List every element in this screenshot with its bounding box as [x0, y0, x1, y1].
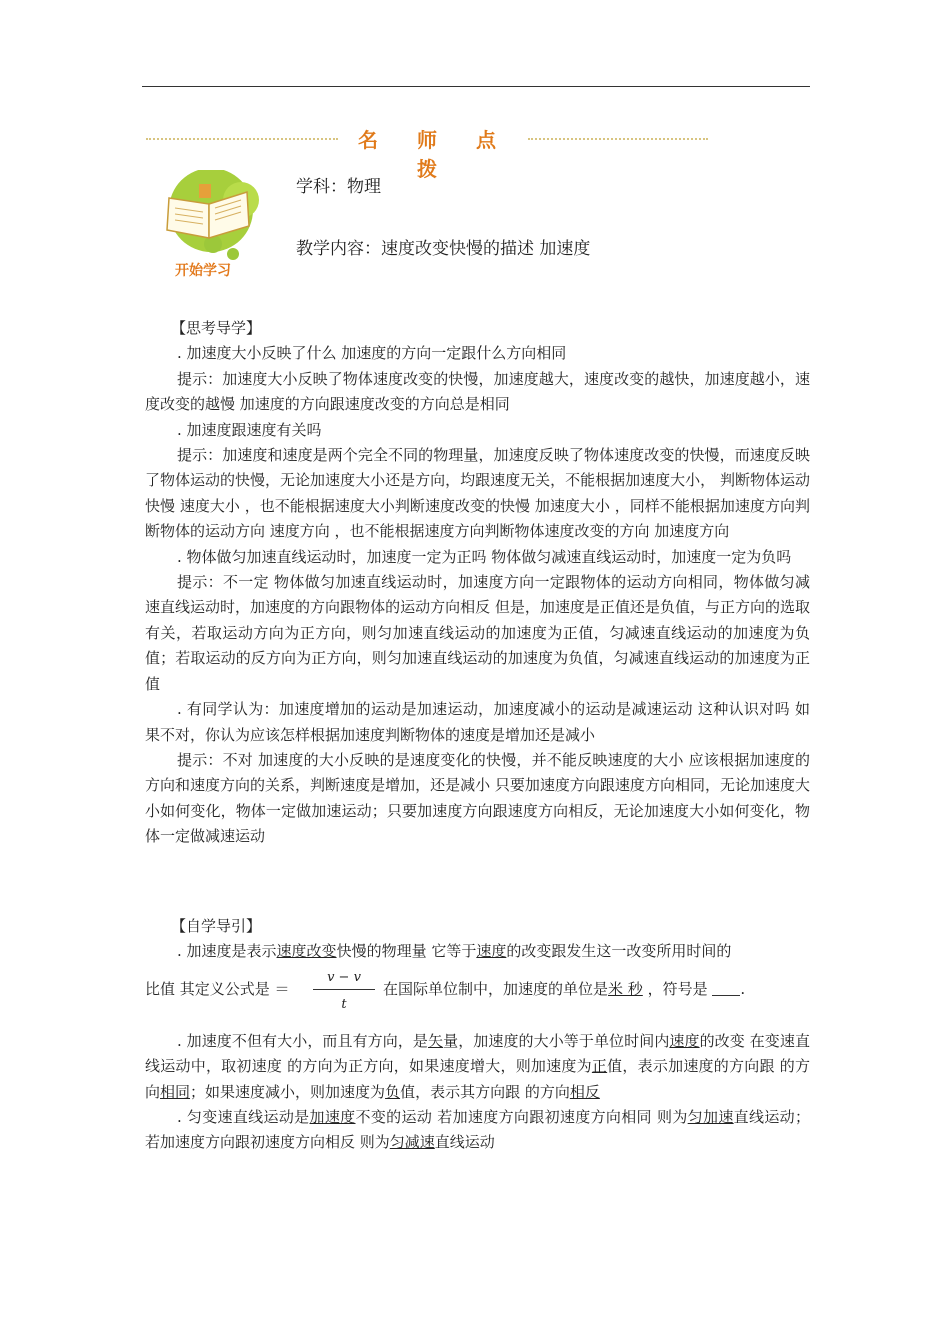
section1-heading: 【思考导学】 — [171, 319, 262, 337]
item-2-text: 的改变 在变速直线运动中，取初速度 的方向为正方向，如果速度增大，则加速度为 — [145, 1031, 810, 1076]
banner-dots-left — [146, 138, 338, 140]
formula-left: 比值 其定义公式是 ＝ — [145, 979, 290, 998]
answer-blank: 相同 — [160, 1082, 191, 1101]
item-3-text: 直线运动；若加速度方向跟初速度方向相反 则为 — [145, 1108, 810, 1152]
answer-blank: 速度 — [669, 1031, 700, 1050]
unit-answer: 米 秒 — [608, 979, 643, 998]
item-2-text: 量，加速度的大小等于单位时间内 — [443, 1031, 670, 1050]
answer-blank: 匀加速 — [687, 1108, 734, 1127]
item-2-text: . 加速度不但有大小，而且有方向，是 — [177, 1031, 429, 1050]
item-1-text: 的改变跟发生这一改变所用时间的 — [506, 942, 732, 961]
item-3-text: . 匀变速直线运动是 — [177, 1108, 310, 1127]
book-icon — [163, 170, 259, 262]
formula-row — [145, 965, 810, 1015]
question-4: . 有同学认为：加速度增加的运动是加速运动，加速度减小的运动是减速运动 这种认识对吗 如果不对，你认为应该怎样根据加速度判断物体的速度是增加还是减小 — [145, 700, 810, 744]
banner-title: 名 师 点 拨 — [358, 128, 512, 181]
item-2 — [145, 1029, 810, 1105]
section2-heading: 【自学导引】 — [171, 917, 262, 935]
logo-label: 开始学习 — [175, 263, 231, 279]
acceleration-fraction — [313, 965, 375, 1017]
banner-dots-right — [528, 138, 708, 140]
answer-blank: 负 — [385, 1082, 401, 1101]
fraction-numerator: v − v — [327, 969, 361, 985]
answer-3: 提示：不一定 物体做匀加速直线运动时，加速度方向一定跟物体的运动方向相同，物体做匀减速直线运动时，加速度的方向跟物体的运动方向相反 但是，加速度是正值还是负值，与正方向的选取有关，若取运动方向为正方向，则匀加速直线运动的加速度为正值，匀减速直线运动的加速度为负值；若取运动的反方向为正方向，则匀加速直线运动的加速度为负值，匀减速直线运动的加速度为正值 — [145, 573, 810, 693]
answer-1: 提示：加速度大小反映了物体速度改变的快慢，加速度越大，速度改变的越快，加速度越小，速度改变的越慢 加速度的方向跟速度改变的方向总是相同 — [145, 369, 810, 414]
question-1: . 加速度大小反映了什么 加速度的方向一定跟什么方向相同 — [177, 344, 567, 363]
question-3: . 物体做匀加速直线运动时，加速度一定为正吗 物体做匀减速直线运动时，加速度一定为负吗 — [177, 547, 792, 566]
section-thinking — [145, 316, 810, 850]
logo — [163, 170, 259, 284]
item-1-text: 快慢的物理量 它等于 — [336, 942, 477, 961]
question-2: . 加速度跟速度有关吗 — [177, 420, 322, 439]
answer-blank: 速度 — [476, 942, 507, 961]
fraction-bar — [313, 989, 375, 990]
item-3-text: 不变的运动 若加速度方向跟初速度方向相同 则为 — [355, 1108, 688, 1127]
item-3 — [145, 1105, 810, 1156]
subject-line: 学科：物理 — [296, 177, 381, 197]
section-selfstudy — [145, 914, 810, 1156]
banner — [142, 124, 810, 181]
answer-blank: 矢 — [428, 1031, 444, 1050]
formula-right — [383, 977, 745, 1002]
symbol-blank — [712, 981, 740, 996]
item-2-text: ；如果速度减小，则加速度为 — [190, 1082, 386, 1101]
item-2-text: 值，表示加速度的方向跟 的方向 — [145, 1057, 810, 1101]
item-1 — [145, 939, 810, 964]
answer-blank: 匀减速 — [389, 1133, 435, 1152]
formula-text: 在国际单位制中，加速度的单位是 — [383, 979, 609, 998]
fraction-denominator: t — [341, 996, 347, 1012]
answer-blank: 正 — [591, 1057, 608, 1076]
formula-text: ，符号是 — [642, 979, 713, 998]
item-3-text: 直线运动 — [434, 1133, 495, 1152]
answer-blank: 速度改变 — [276, 942, 337, 961]
answer-2: 提示：加速度和速度是两个完全不同的物理量，加速度反映了物体速度改变的快慢，而速度反映了物体运动的快慢，无论加速度大小还是方向，均跟速度无关，不能根据加速度大小， 判断物体运动快慢 速度大小 ，也不能根据速度大小判断速度改变的快慢 加速度大小 ，同样不能根据加速度方向判断物体的运动方向 速度方向 ，也不能根据速度方向判断物体速度改变的方向 加速度方向 — [145, 446, 810, 541]
content-line: 教学内容：速度改变快慢的描述 加速度 — [296, 239, 591, 259]
item-1-text: . 加速度是表示 — [177, 942, 277, 961]
answer-blank: 相反 — [569, 1082, 600, 1101]
item-2-text: 值，表示其方向跟 的方向 — [400, 1082, 570, 1101]
answer-blank: 加速度 — [309, 1108, 356, 1127]
top-rule — [142, 86, 810, 87]
formula-text: . — [740, 979, 746, 998]
answer-4: 提示：不对 加速度的大小反映的是速度变化的快慢，并不能反映速度的大小 应该根据加速度的方向和速度方向的关系，判断速度是增加，还是减小 只要加速度方向跟速度方向相同，无论加速度大小如何变化，物体一定做加速运动；只要加速度方向跟速度方向相反，无论加速度大小如何变化，物体一定做减速运动 — [145, 750, 810, 846]
